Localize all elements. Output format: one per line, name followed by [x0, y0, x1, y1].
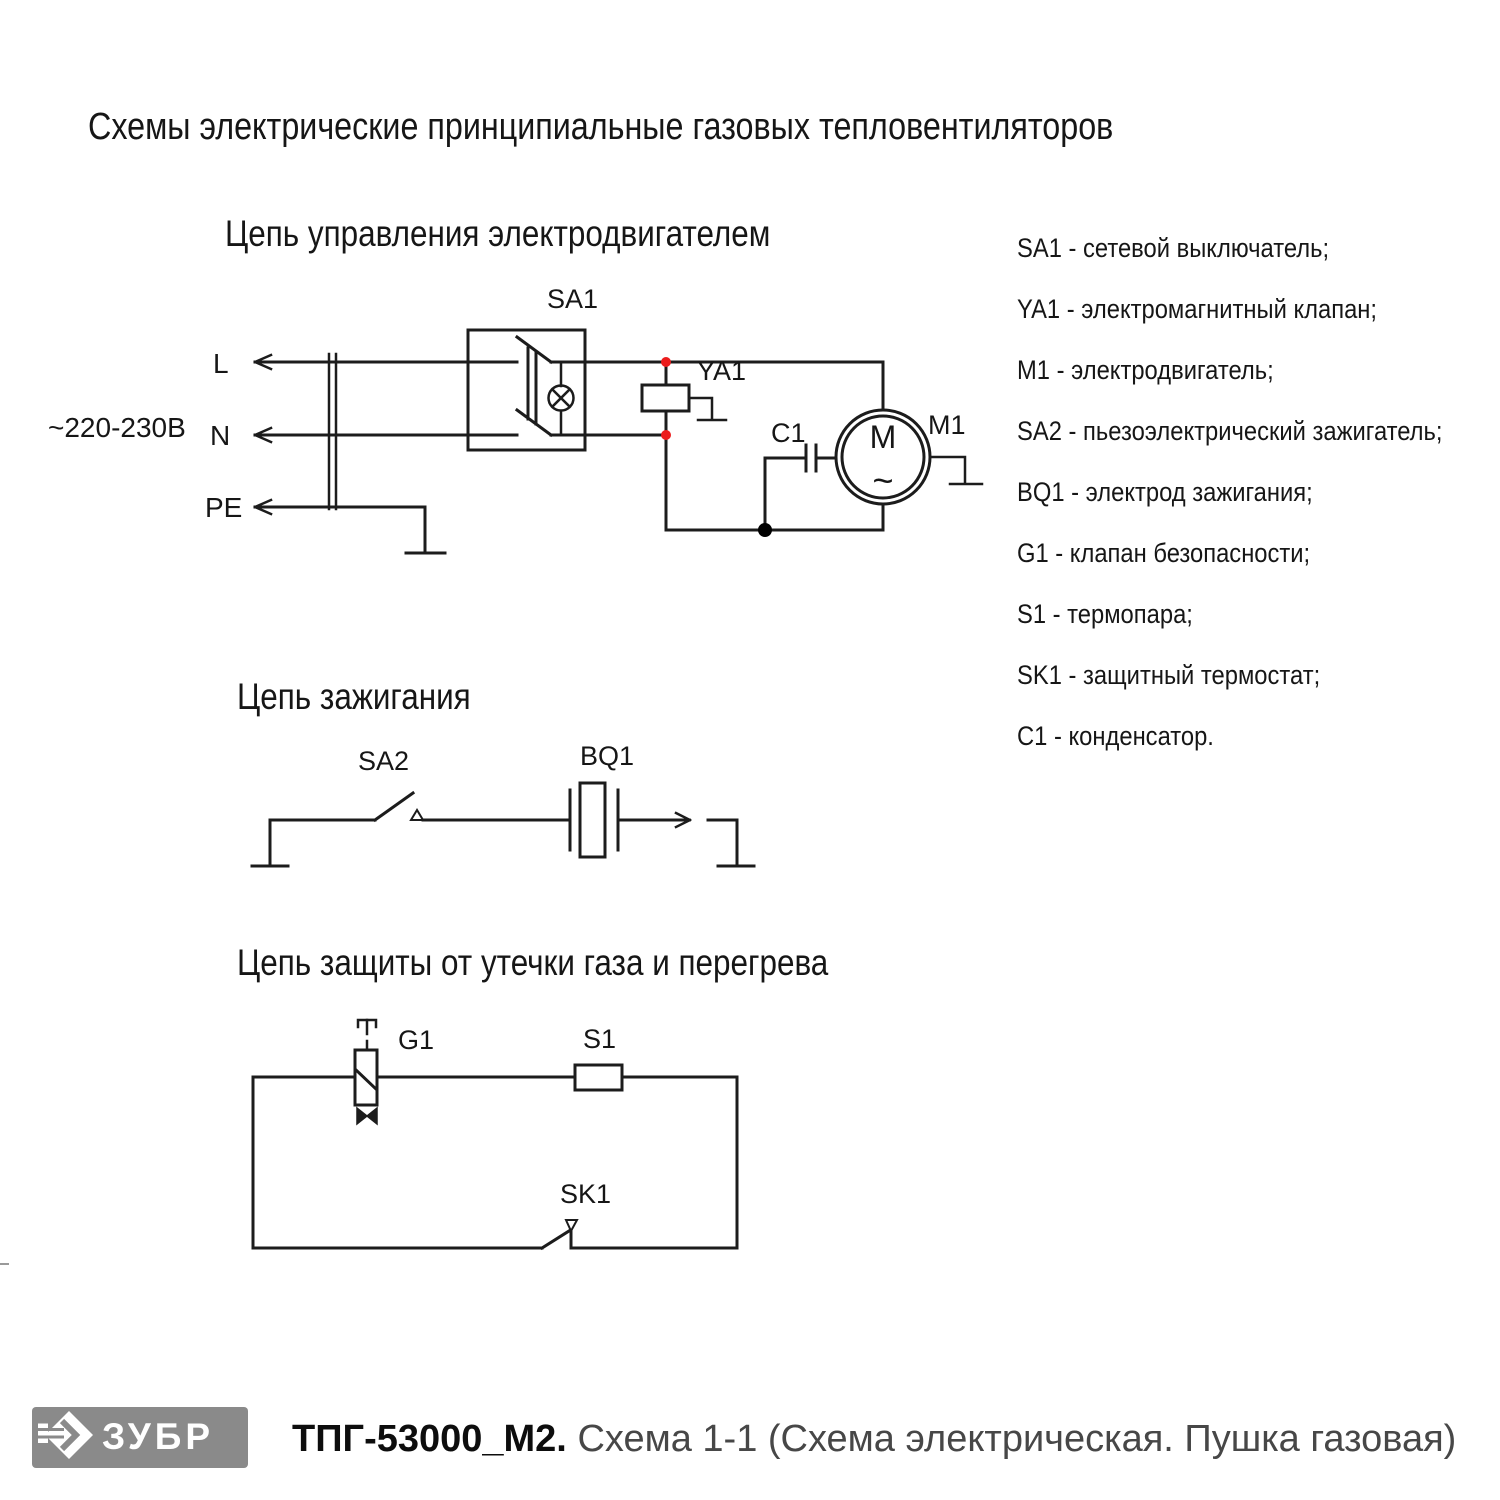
supply-wires: [255, 362, 517, 507]
legend-item-sa1: SA1 - сетевой выключатель;: [1017, 233, 1330, 263]
footer-caption-line: [292, 1418, 1456, 1461]
legend-item-c1: C1 - конденсатор.: [1017, 721, 1214, 751]
footer-model-number: ТПГ-53000_М2.: [292, 1418, 567, 1460]
circuit-ignition-group: [252, 783, 754, 866]
circuit-protection-group: [253, 1020, 737, 1248]
motor-ground-icon: [930, 457, 982, 484]
junction-dot-l: [661, 357, 671, 367]
component-labels: [48, 284, 966, 1209]
c1-label: C1: [771, 418, 806, 448]
pe-ground-icon: [406, 507, 445, 553]
legend-item-g1: G1 - клапан безопасности;: [1017, 538, 1311, 568]
motor-return-wire: [666, 504, 883, 530]
mains-connector-icon: [329, 354, 336, 509]
motor-ac-sign: ~: [872, 460, 894, 501]
footer-scheme-caption: Схема 1-1 (Схема электрическая. Пушка газовая): [577, 1418, 1457, 1460]
sk1-label: SK1: [560, 1179, 612, 1209]
c1-capacitor-symbol: [765, 445, 836, 530]
sa1-label: SA1: [547, 284, 599, 314]
line-n-label: N: [210, 420, 231, 451]
ignition-circuit-title: Цепь зажигания: [237, 676, 471, 717]
s1-label: S1: [583, 1024, 617, 1054]
junction-dot-return: [758, 523, 772, 537]
legend-item-bq1: BQ1 - электрод зажигания;: [1017, 477, 1313, 507]
sa2-label: SA2: [358, 746, 410, 776]
g1-label: G1: [398, 1025, 435, 1055]
sa2-switch-symbol: [270, 793, 568, 820]
ignition-ground-right-icon: [708, 820, 754, 866]
brand-logo: [32, 1407, 248, 1468]
bq1-piezo-symbol: [570, 783, 688, 857]
motor-letter: M: [869, 419, 897, 455]
legend-item-sk1: SK1 - защитный термостат;: [1017, 660, 1321, 690]
protection-circuit-title: Цепь защиты от утечки газа и перегрева: [237, 942, 829, 983]
bq1-label: BQ1: [580, 741, 635, 771]
ya1-ground-icon: [689, 398, 726, 420]
protection-loop-wires: [253, 1077, 737, 1248]
ignition-ground-left-icon: [252, 820, 288, 866]
page-title: Схемы электрические принципиальные газовых тепловентиляторов: [88, 106, 1114, 148]
legend-item-ya1: YA1 - электромагнитный клапан;: [1017, 294, 1378, 324]
line-l-label: L: [213, 348, 229, 379]
ya1-coil-symbol: [642, 362, 689, 530]
legend-item-sa2: SA2 - пьезоэлектрический зажигатель;: [1017, 416, 1443, 446]
sk1-thermostat-symbol: [542, 1220, 577, 1248]
junction-dot-n: [661, 430, 671, 440]
brand-logo-text: ЗУБР: [102, 1416, 215, 1457]
line-pe-label: PE: [205, 492, 243, 523]
m1-label: M1: [928, 410, 966, 440]
indicator-lamp-icon: [549, 362, 574, 435]
g1-valve-symbol: [355, 1050, 377, 1124]
control-circuit-title: Цепь управления электродвигателем: [225, 213, 771, 254]
legend-item-m1: M1 - электродвигатель;: [1017, 355, 1274, 385]
s1-thermocouple-symbol: [575, 1065, 622, 1090]
legend-item-s1: S1 - термопара;: [1017, 599, 1193, 629]
g1-thermocouple-tip-icon: [358, 1020, 376, 1050]
ya1-label: YA1: [697, 356, 747, 386]
voltage-label: ~220-230В: [48, 412, 186, 443]
